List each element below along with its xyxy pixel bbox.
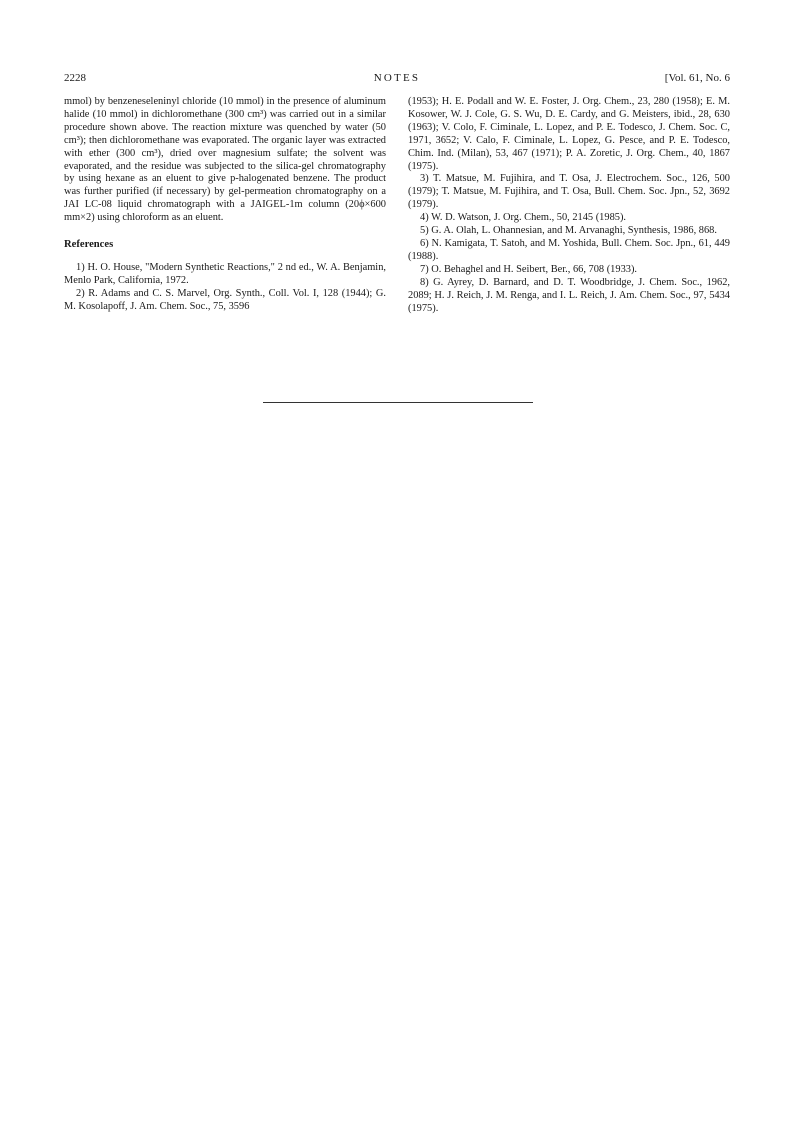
page-number: 2228 [64, 72, 86, 84]
reference-1: 1) H. O. House, "Modern Synthetic Reactions," 2 nd ed., W. A. Benjamin, Menlo Park, California, 1972. [64, 261, 386, 286]
reference-7: 7) O. Behaghel and H. Seibert, Ber., 66, 708 (1933). [420, 263, 638, 275]
body-paragraph: mmol) by benzeneseleninyl chloride (10 mmol) in the presence of aluminum halide (10 mmol) in dichloromethane (300 cm³) was carried out in a similar procedure shown above. The reaction mixture was quenched by water (50 cm³); then dichloromethane was evaporated. The organic layer was extracted with ether (300 cm³), dried over magnesium sulfate; the solvent was evaporated, and the residue was subjected to the silica-gel chromatography by using hexane as an eluent to give p-halogenated benzene. The product was further purified (if necessary) by gel-permeation chromatography on a JAI LC-08 liquid chromatograph with a JAIGEL-1m column (20ϕ×600 mm×2) using chloroform as an eluent. [64, 96, 386, 224]
end-rule [263, 402, 533, 403]
running-header [64, 72, 730, 88]
section-title: NOTES [373, 72, 421, 84]
left-column [64, 96, 386, 314]
reference-6: 6) N. Kamigata, T. Satoh, and M. Yoshida, Bull. Chem. Soc. Jpn., 61, 449 (1988). [408, 237, 730, 262]
reference-2: 2) R. Adams and C. S. Marvel, Org. Synth., Coll. Vol. I, 128 (1944); G. M. Kosolapoff, J. Am. Chem. Soc., 75, 3596 [64, 287, 386, 312]
right-column [408, 96, 730, 315]
reference-3: 3) T. Matsue, M. Fujihira, and T. Osa, J. Electrochem. Soc., 126, 500 (1979); T. Matsue, M. Fujihira, and T. Osa, Bull. Chem. Soc. Jpn., 52, 3692 (1979). [408, 173, 730, 211]
references-heading: References [64, 239, 114, 251]
reference-2-continued: (1953); H. E. Podall and W. E. Foster, J. Org. Chem., 23, 280 (1958); E. M. Kosower, W. J. Cole, G. S. Wu, D. E. Cardy, and G. Meisters, ibid., 28, 630 (1963); V. Colo, F. Ciminale, L. Lopez, and P. E. Todesco, J. Chem. Soc. C, 1971, 3652; V. Calo, F. Ciminale, L. Lopez, G. Pesce, and P. E. Todesco, Chim. Ind. (Milan), 53, 467 (1971); P. A. Zoretic, J. Org. Chem., 40, 1867 (1975). [408, 96, 730, 172]
volume-info: [Vol. 61, No. 6 [664, 72, 730, 84]
reference-4: 4) W. D. Watson, J. Org. Chem., 50, 2145 (1985). [420, 212, 627, 224]
reference-5: 5) G. A. Olah, L. Ohannesian, and M. Arvanaghi, Synthesis, 1986, 868. [420, 225, 717, 237]
reference-8: 8) G. Ayrey, D. Barnard, and D. T. Woodbridge, J. Chem. Soc., 1962, 2089; H. J. Reich, J. M. Renga, and I. L. Reich, J. Am. Chem. Soc., 97, 5434 (1975). [408, 276, 730, 314]
